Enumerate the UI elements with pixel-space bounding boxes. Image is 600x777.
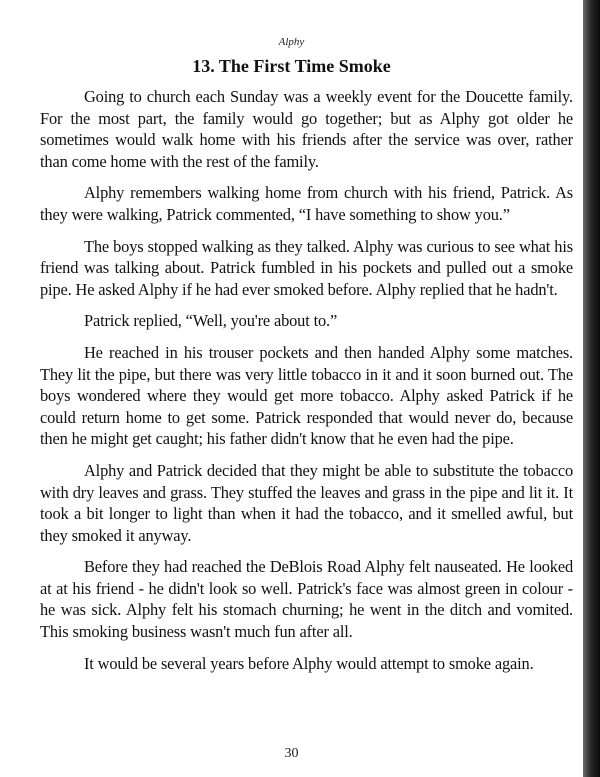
chapter-body [40,86,573,684]
chapter-title: 13. The First Time Smoke [192,56,391,76]
running-head: Alphy [278,36,305,48]
binding-shadow [583,0,600,777]
paragraph-4: Patrick replied, “Well, you're about to.” [84,311,338,331]
paragraph-7: Before they had reached the DeBlois Road Alphy felt nauseated. He looked at at his friend - he didn't look so well. Patrick's face was almost green in colour - he was sick. Alphy felt his stomach churning; he went in the ditch and vomited. This smoking business wasn't much fun after all. [40,557,573,642]
paragraph-6: Alphy and Patrick decided that they might be able to substitute the tobacco with dry leaves and grass. They stuffed the leaves and grass in the pipe and lit it. It took a bit longer to light than when it had the tobacco, and it smelled awful, but they smoked it anyway. [40,460,573,545]
paragraph-3: The boys stopped walking as they talked. Alphy was curious to see what his friend was talking about. Patrick fumbled in his pockets and pulled out a smoke pipe. He asked Alphy if he had ever smoked before. Alphy replied that he hadn't. [40,236,573,299]
paragraph-1: Going to church each Sunday was a weekly event for the Doucette family. For the most part, the family would go together; but as Alphy got older he sometimes would walk home with his friends after the service was over, rather than come home with the rest of the family. [40,87,573,171]
paragraph-5: He reached in his trouser pockets and then handed Alphy some matches. They lit the pipe, but there was very little tobacco in it and it soon burned out. The boys wondered where they would get more tobacco. Alphy asked Patrick if he could return home to get some. Patrick responded that would never do, because then he might get caught; his father didn't know that he even had the pipe. [40,342,573,449]
paragraph-8: It would be several years before Alphy would attempt to smoke again. [84,653,534,673]
paragraph-2: Alphy remembers walking home from church with his friend, Patrick. As they were walking, Patrick commented, “I have something to show you.” [40,183,573,224]
page-number: 30 [284,746,299,761]
